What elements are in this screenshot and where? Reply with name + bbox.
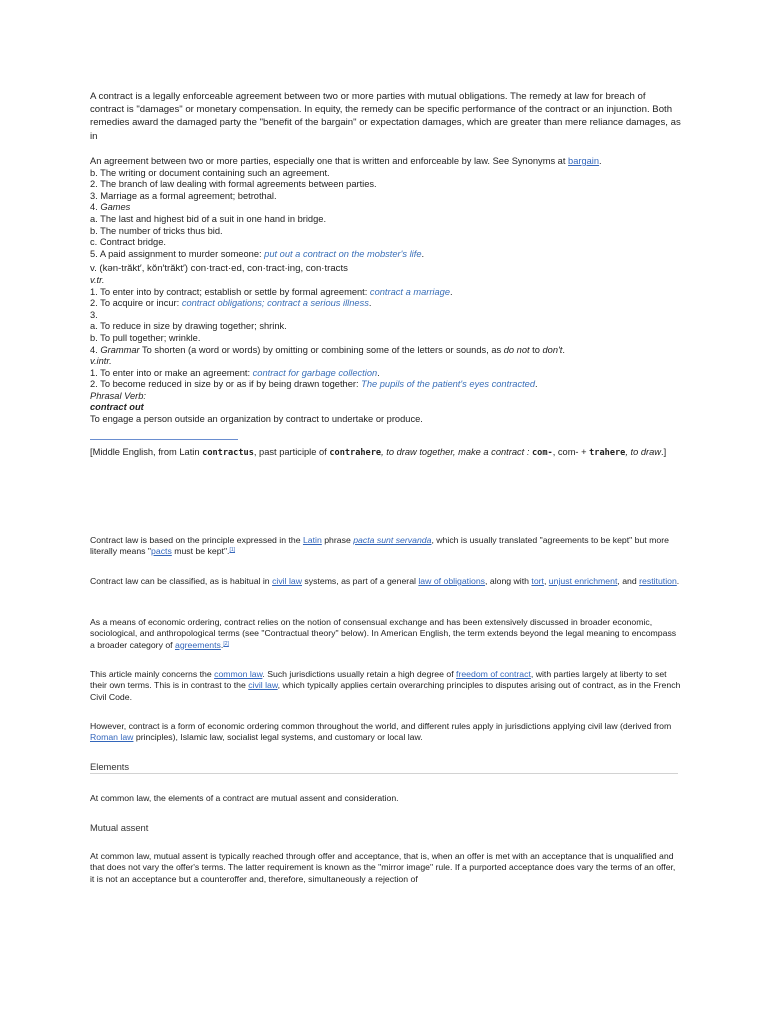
- etymology: [Middle English, from Latin contractus, past participle of contrahere, to draw together, make a contract : com-, com- + trahere, to draw.]: [90, 447, 667, 458]
- latin-link[interactable]: Latin: [302, 535, 322, 545]
- vtr-sense-1: 1. To enter into by contract; establish or settle by formal agreement: contract a marriage.: [90, 286, 453, 297]
- games-label: Games: [100, 202, 131, 213]
- example-text: contract a marriage: [369, 286, 451, 297]
- pacta-sunt-servanda-link[interactable]: pacta sunt servanda: [353, 535, 432, 545]
- def-line-6: a. The last and highest bid of a suit in one hand in bridge.: [90, 213, 327, 224]
- vtr-sense-3b: b. To pull together; wrinkle.: [90, 332, 201, 343]
- example-text: The pupils of the patient's eyes contracted: [361, 379, 536, 390]
- vtr-sense-3a: a. To reduce in size by drawing together; shrink.: [90, 321, 287, 332]
- phrasal-verb-term: contract out: [90, 402, 144, 413]
- article-paragraph-4: This article mainly concerns the common law. Such jurisdictions usually retain a high degree of freedom of contract, with parties largely at liberty to set their own terms. This is in contrast to the civil law, which typically applies certain overarching principles to disputes arising out of contract, as in the French Civil Code.: [90, 669, 681, 702]
- freedom-of-contract-link[interactable]: freedom of contract: [456, 669, 531, 679]
- def-line-5: 4. Games: [90, 202, 131, 213]
- intro-text: A contract is a legally enforceable agreement between two or more parties with mutual obligations. The remedy at law for breach of contract is "damages" or monetary compensation. In equity, the remedy can be specific performance of the contract or an injunction. Both remedies award the damaged party the "benefit of the bargain" or expectation damages, which are greater than mere reliance damages, as in: [90, 91, 681, 142]
- citation-link[interactable]: [1]: [229, 547, 236, 554]
- section-heading-mutual-assent: Mutual assent: [90, 822, 149, 833]
- article-paragraph-5: However, contract is a form of economic ordering common throughout the world, and different rules apply in jurisdictions applying civil law (derived from Roman law principles), Islamic law, socialist legal systems, and customary or local law.: [90, 721, 672, 743]
- citation-link[interactable]: [2]: [223, 640, 229, 647]
- vtr-label: v.tr.: [90, 274, 105, 285]
- def-line-1: An agreement between two or more parties, especially one that is written and enforceable by law. See Synonyms at bargain.: [90, 156, 602, 166]
- tort-link[interactable]: tort: [531, 576, 544, 586]
- article-paragraph-3: As a means of economic ordering, contract relies on the notion of consensual exchange and has been extensively discussed in broader economic, sociological, and anthropological terms (see "Contractual theory" below). In American English, the term extends beyond the legal meaning to encompass a broader category of agreements.[2]: [90, 617, 677, 650]
- vintr-sense-1: 1. To enter into or make an agreement: contract for garbage collection.: [90, 367, 380, 378]
- pacts-link[interactable]: pacts: [151, 546, 172, 557]
- divider-line: [90, 439, 238, 440]
- def-line-4: 3. Marriage as a formal agreement; betrothal.: [90, 190, 277, 201]
- def-line-8: c. Contract bridge.: [90, 237, 166, 248]
- section-divider: [90, 773, 678, 774]
- civil-law-link[interactable]: civil law: [248, 680, 278, 691]
- phrasal-verb-definition: To engage a person outside an organization by contract to undertake or produce.: [90, 414, 423, 425]
- civil-law-link[interactable]: civil law: [272, 576, 302, 586]
- vtr-sense-2: 2. To acquire or incur: contract obligations; contract a serious illness.: [90, 298, 372, 309]
- vtr-sense-3: 3.: [90, 309, 98, 320]
- section-heading-elements: Elements: [90, 761, 130, 772]
- example-text: put out a contract on the mobster's life: [264, 248, 422, 259]
- example-text: contract for garbage collection: [252, 367, 378, 378]
- agreements-link[interactable]: agreements: [175, 639, 221, 650]
- intro-paragraph: [90, 90, 682, 143]
- vintr-label: v.intr.: [90, 356, 112, 367]
- law-of-obligations-link[interactable]: law of obligations: [418, 576, 486, 586]
- phrasal-verb-label: Phrasal Verb:: [90, 390, 146, 401]
- common-law-link[interactable]: common law: [214, 669, 263, 679]
- article-paragraph-7: At common law, mutual assent is typically reached through offer and acceptance, that is, when an offer is met with an acceptance that is unqualified and that does not vary the offer's terms. The latter requirement is known as the "mirror image" rule. If a purported acceptance does vary the terms of an offer, it is not an acceptance but a counteroffer and, therefore, simultaneously a rejection of: [90, 851, 676, 884]
- def-line-2: b. The writing or document containing such an agreement.: [90, 167, 330, 178]
- vintr-sense-2: 2. To become reduced in size by or as if by being drawn together: The pupils of the patient's eyes contracted.: [90, 379, 538, 390]
- article-paragraph-1: Contract law is based on the principle expressed in the Latin phrase pacta sunt servanda, which is usually translated "agreements to be kept" but more literally means "pacts must be kept".[1]: [90, 535, 669, 557]
- article-paragraph-2: Contract law can be classified, as is habitual in civil law systems, as part of a general law of obligations, along with tort, unjust enrichment, and restitution.: [90, 576, 680, 586]
- unjust-enrichment-link[interactable]: unjust enrichment: [548, 576, 618, 586]
- def-line-3: 2. The branch of law dealing with formal agreements between parties.: [90, 179, 377, 190]
- restitution-link[interactable]: restitution: [639, 576, 677, 586]
- pronunciation-line: v. (kən-trăkt′, kŏn′trăkt′) con·tract·ed, con·tract·ing, con·tracts: [90, 263, 348, 275]
- article-paragraph-6: At common law, the elements of a contract are mutual assent and consideration.: [90, 793, 399, 803]
- example-text: contract obligations; contract a serious illness: [181, 298, 369, 309]
- def-line-7: b. The number of tricks thus bid.: [90, 225, 223, 236]
- def-line-9: 5. A paid assignment to murder someone: put out a contract on the mobster's life.: [90, 248, 425, 259]
- bargain-link[interactable]: bargain: [568, 156, 600, 166]
- vtr-sense-4: 4. Grammar To shorten (a word or words) by omitting or combining some of the letters or sounds, as do not to don't.: [90, 344, 565, 355]
- grammar-label: Grammar: [100, 344, 140, 355]
- definition-block: [90, 156, 682, 426]
- roman-law-link[interactable]: Roman law: [90, 732, 134, 743]
